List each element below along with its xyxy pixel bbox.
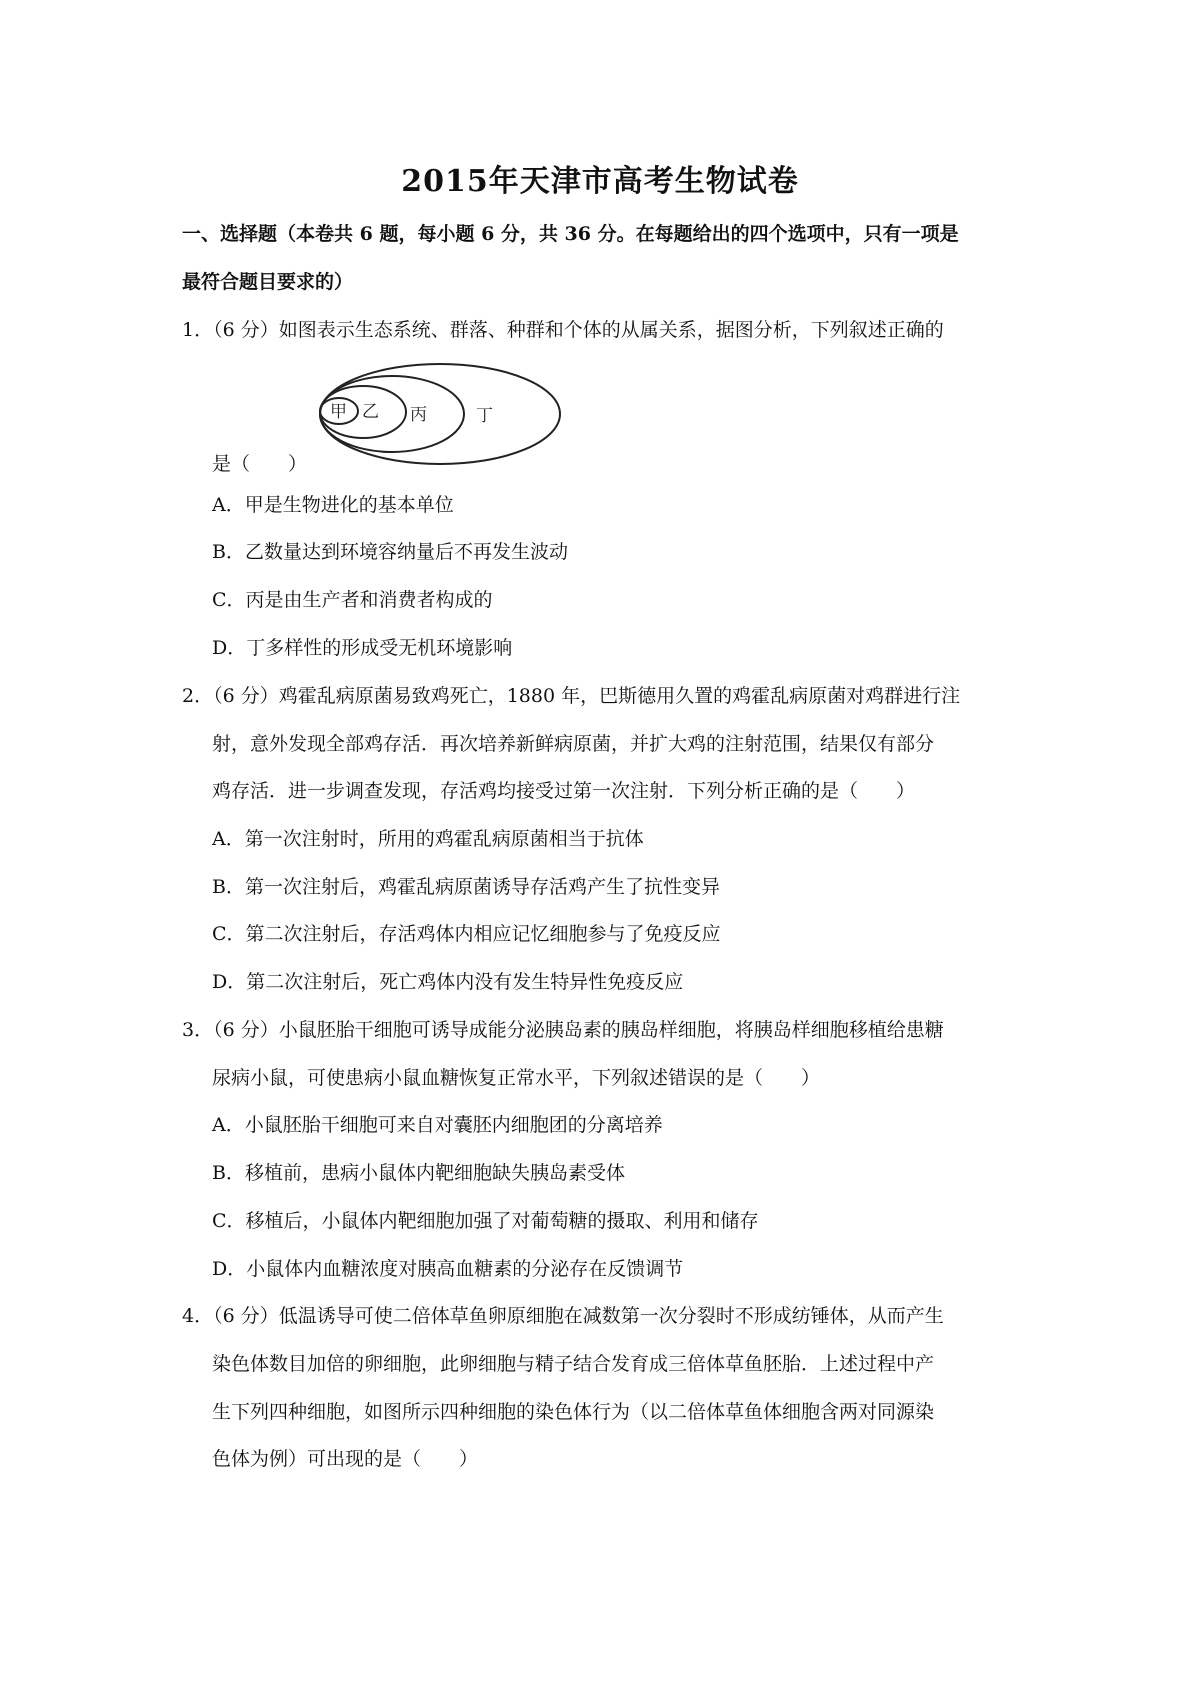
label-jia: 甲 xyxy=(330,402,347,422)
q3-option-c: C．移植后，小鼠体内靶细胞加强了对葡萄糖的摄取、利用和储存 xyxy=(212,1210,759,1232)
q1-option-c: C．丙是由生产者和消费者构成的 xyxy=(212,589,493,611)
q2-option-a: A．第一次注射时，所用的鸡霍乱病原菌相当于抗体 xyxy=(212,828,644,850)
hierarchy-diagram xyxy=(318,360,563,465)
q3-stem-line-2: 尿病小鼠，可使患病小鼠血糖恢复正常水平，下列叙述错误的是（ ） xyxy=(212,1067,821,1089)
q2-option-c: C．第二次注射后，存活鸡体内相应记忆细胞参与了免疫反应 xyxy=(212,923,721,945)
q3-option-a: A．小鼠胚胎干细胞可来自对囊胚内细胞团的分离培养 xyxy=(212,1114,663,1136)
ellipse-ding xyxy=(320,364,560,464)
q4-stem-line-4: 色体为例）可出现的是（ ） xyxy=(212,1448,479,1470)
q4-stem-line-3: 生下列四种细胞，如图所示四种细胞的染色体行为（以二倍体草鱼体细胞含两对同源染 xyxy=(212,1401,935,1423)
q1-option-d: D．丁多样性的形成受无机环境影响 xyxy=(212,637,513,659)
q1-option-b: B．乙数量达到环境容纳量后不再发生波动 xyxy=(212,541,568,563)
section-heading-line-1: 一、选择题（本卷共 6 题，每小题 6 分，共 36 分。在每题给出的四个选项中，只有一项是 xyxy=(182,223,959,245)
page-title: 2015年天津市高考生物试卷 xyxy=(401,164,799,199)
q4-stem-line-1: 4．（6 分）低温诱导可使二倍体草鱼卵原细胞在减数第一次分裂时不形成纺锤体，从而产生 xyxy=(182,1305,944,1327)
q2-stem-line-3: 鸡存活．进一步调查发现，存活鸡均接受过第一次注射．下列分析正确的是（ ） xyxy=(212,780,916,802)
q1-option-a: A．甲是生物进化的基本单位 xyxy=(212,494,454,516)
q2-option-b: B．第一次注射后，鸡霍乱病原菌诱导存活鸡产生了抗性变异 xyxy=(212,876,720,898)
q3-option-b: B．移植前，患病小鼠体内靶细胞缺失胰岛素受体 xyxy=(212,1162,625,1184)
q4-stem-line-2: 染色体数目加倍的卵细胞，此卵细胞与精子结合发育成三倍体草鱼胚胎．上述过程中产 xyxy=(212,1353,935,1375)
q3-stem-line-1: 3．（6 分）小鼠胚胎干细胞可诱导成能分泌胰岛素的胰岛样细胞，将胰岛样细胞移植给患糖 xyxy=(182,1019,944,1041)
q2-option-d: D．第二次注射后，死亡鸡体内没有发生特异性免疫反应 xyxy=(212,971,684,993)
label-ding: 丁 xyxy=(476,406,493,426)
label-bing: 丙 xyxy=(410,405,427,425)
q3-option-d: D．小鼠体内血糖浓度对胰高血糖素的分泌存在反馈调节 xyxy=(212,1258,684,1280)
q2-stem-line-1: 2．（6 分）鸡霍乱病原菌易致鸡死亡，1880 年，巴斯德用久置的鸡霍乱病原菌对鸡群进行注 xyxy=(182,685,961,707)
section-heading-line-2: 最符合题目要求的） xyxy=(182,271,354,293)
nested-ellipses-svg xyxy=(318,360,563,465)
q1-stem-line-2: 是（ ） xyxy=(212,453,308,475)
q1-stem-line-1: 1．（6 分）如图表示生态系统、群落、种群和个体的从属关系，据图分析，下列叙述正确的 xyxy=(182,319,944,341)
label-yi: 乙 xyxy=(362,402,379,422)
q2-stem-line-2: 射，意外发现全部鸡存活．再次培养新鲜病原菌，并扩大鸡的注射范围，结果仅有部分 xyxy=(212,733,935,755)
